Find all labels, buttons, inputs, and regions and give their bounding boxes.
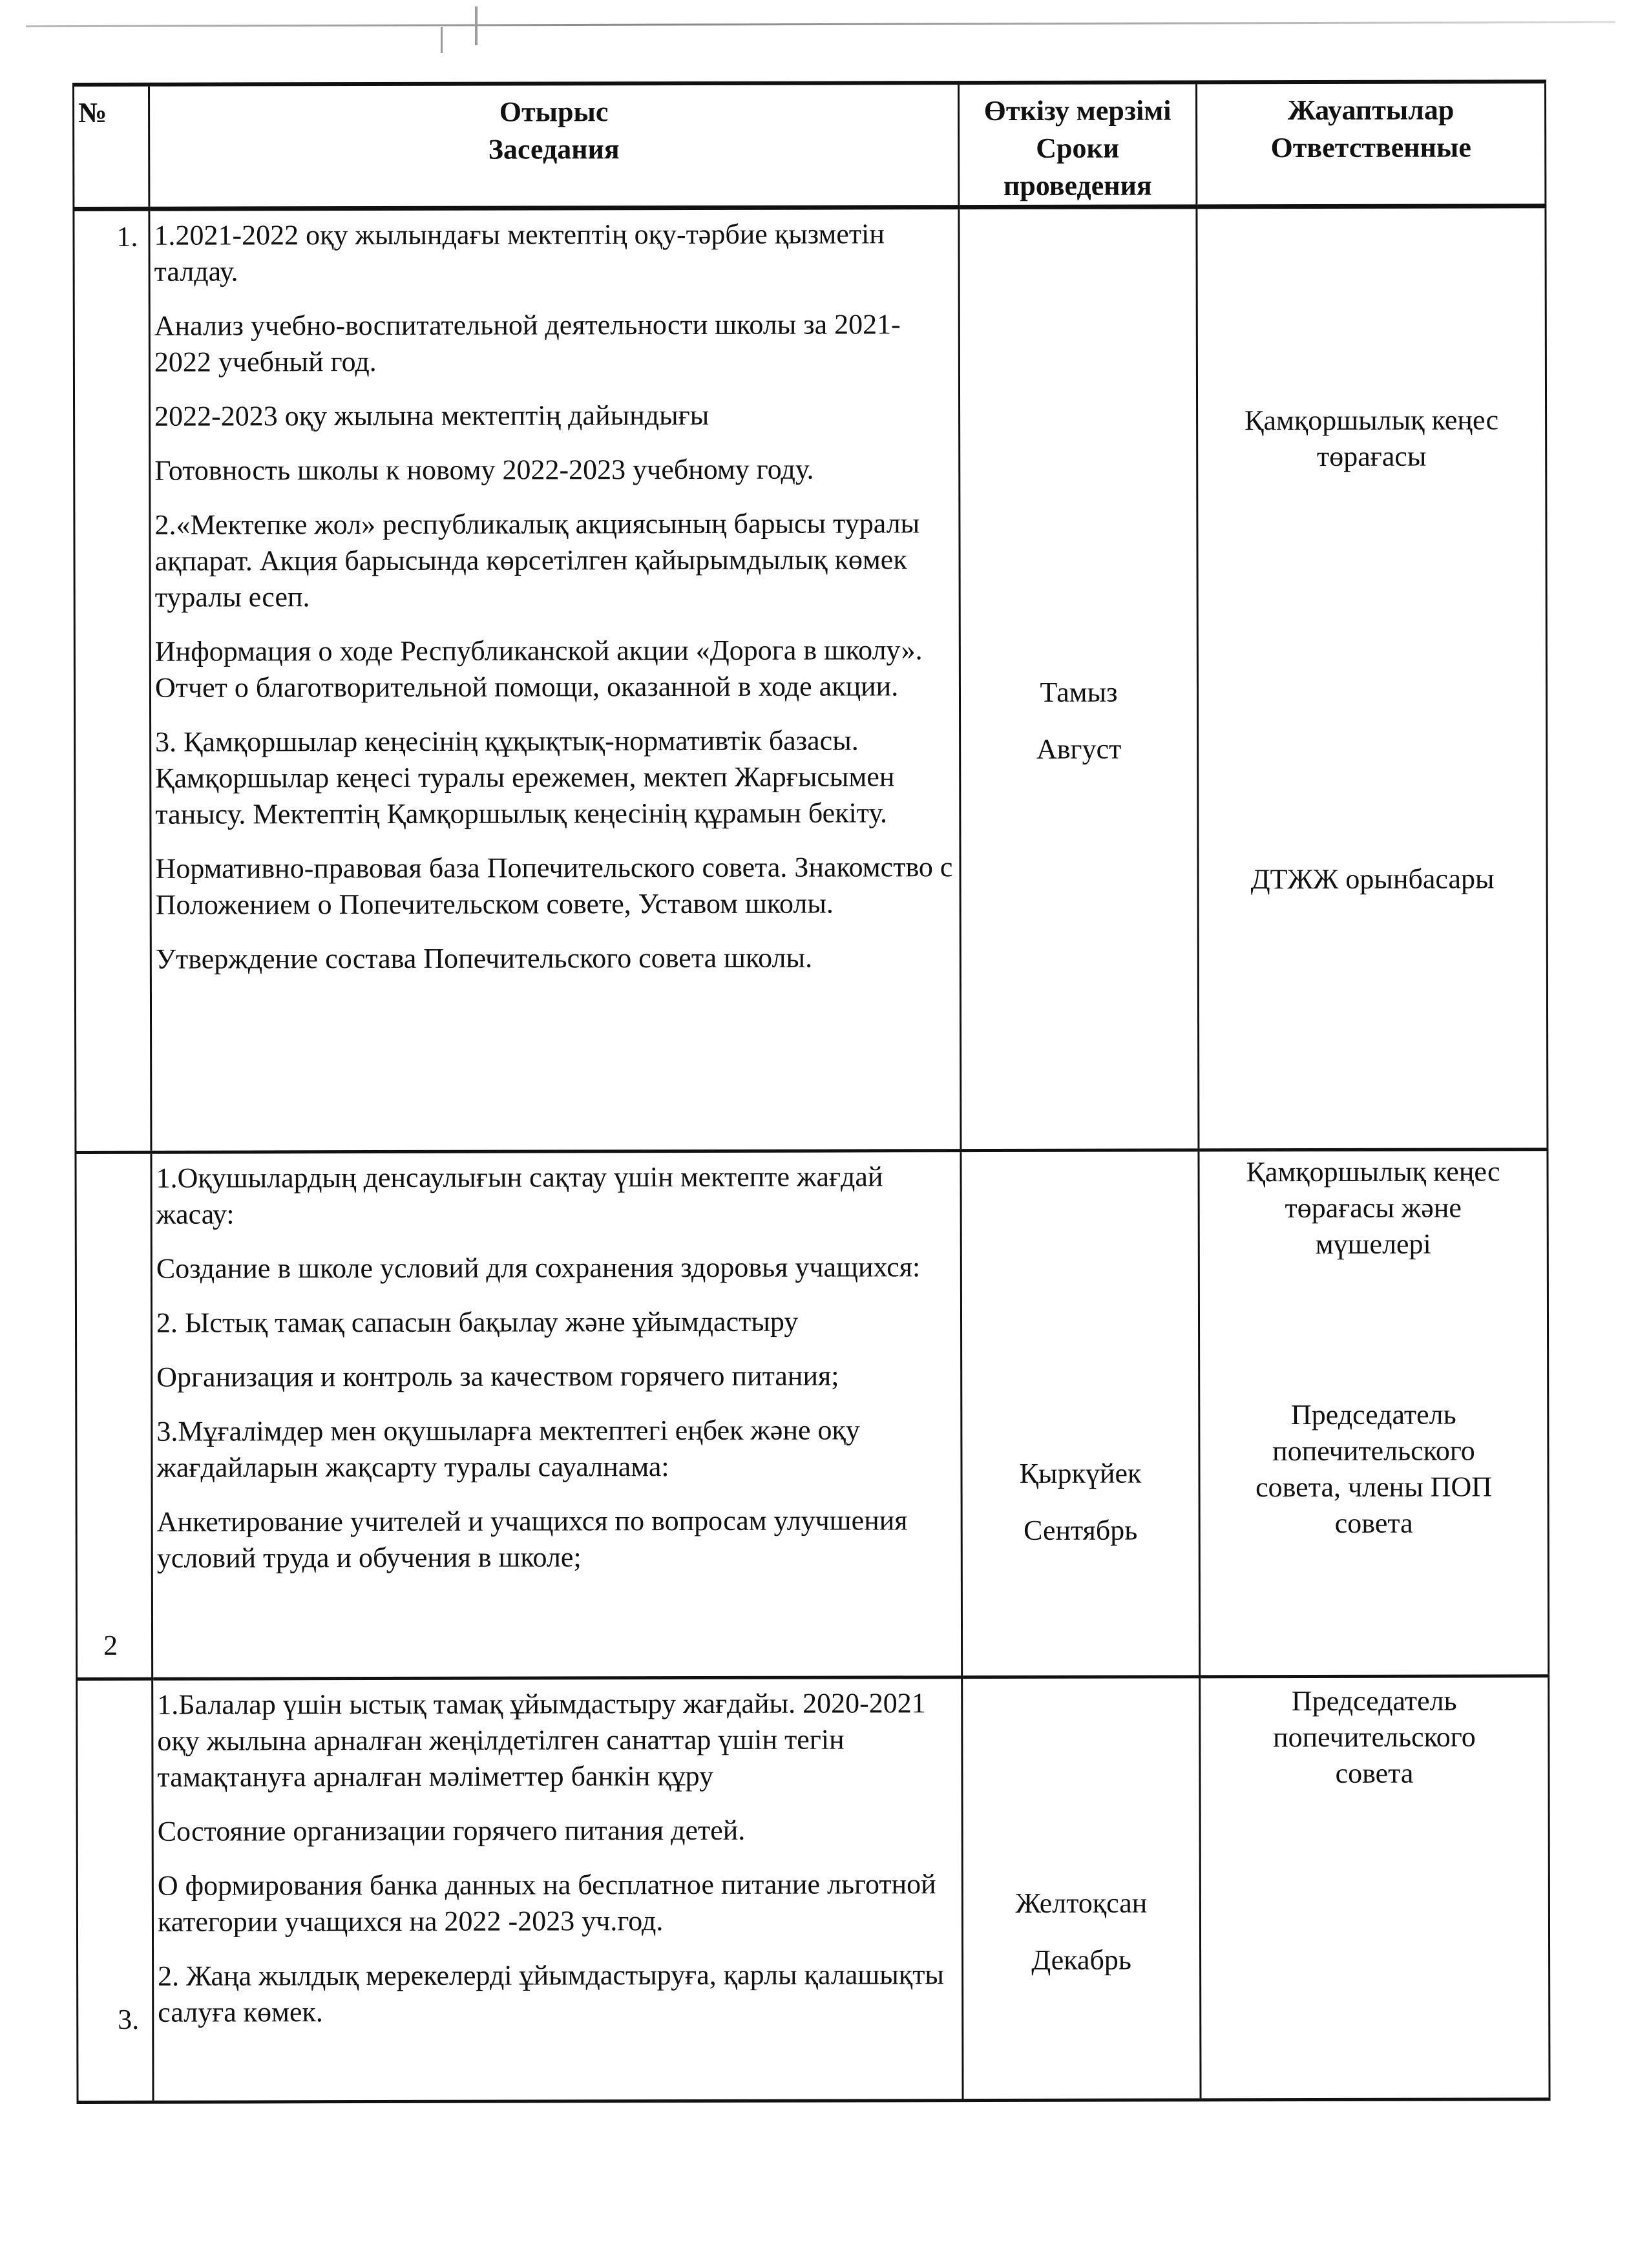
responsible-line: Қамқоршылық кеңес xyxy=(1245,404,1499,437)
table-header-row xyxy=(74,81,1546,209)
responsible-line: төрағасы және xyxy=(1285,1192,1462,1224)
timing-ru: Декабрь xyxy=(1031,1944,1132,1976)
row-number: 1. xyxy=(116,220,138,253)
responsible-line: попечительского xyxy=(1272,1434,1475,1467)
session-cell xyxy=(149,207,961,1153)
header-number: № xyxy=(74,85,149,209)
agenda-item: Утверждение состава Попечительского совета школы. xyxy=(155,941,813,975)
scan-edge-line xyxy=(26,21,1615,27)
session-cell xyxy=(151,1151,962,1679)
scan-mark xyxy=(441,27,443,53)
table-row xyxy=(76,1150,1549,1679)
responsible-line: төрағасы xyxy=(1316,440,1427,472)
table-row xyxy=(74,206,1548,1153)
responsible-line: мүшелері xyxy=(1315,1228,1431,1260)
agenda-item: Информация о ходе Республиканской акции «Дорога в школу». Отчет о благотворительной помощи, оказанной в ходе акции. xyxy=(154,634,923,704)
row-number: 2 xyxy=(103,1629,118,1661)
table-row xyxy=(77,1676,1549,2103)
timing-kk: Қыркүйек xyxy=(1019,1457,1142,1489)
header-timing-ru-1: Сроки xyxy=(1036,132,1120,164)
header-timing-kk: Өткізу мерзімі xyxy=(983,94,1171,127)
agenda-item: Создание в школе условий для сохранения здоровья учащихся: xyxy=(156,1251,921,1285)
header-responsible xyxy=(1197,81,1546,207)
responsible-cell xyxy=(1197,206,1548,1150)
responsible-line: попечительского xyxy=(1273,1721,1476,1754)
session-cell xyxy=(152,1677,963,2103)
agenda-item: Анализ учебно-воспитательной деятельности школы за 2021-2022 учебный год. xyxy=(154,308,901,378)
row-number-cell xyxy=(77,1679,153,2102)
timing-cell xyxy=(962,1677,1201,2101)
agenda-item: 3. Қамқоршылар кеңесінің құқықтық-нормативтік базасы. Қамқоршылар кеңесі туралы ережемен, мектеп Жарғысымен танысу. Мектептің Қамқоршылық кеңесінің құрамын бекіту. xyxy=(155,724,895,830)
meeting-plan-table xyxy=(72,79,1551,2104)
responsible-line: совета xyxy=(1334,1507,1413,1539)
responsible-line: ДТЖЖ орынбасары xyxy=(1250,863,1495,896)
timing-kk: Тамыз xyxy=(1040,676,1118,708)
agenda-item: 2.«Мектепке жол» республикалық акциясының барысы туралы ақпарат. Акция барысында көрсетілген қайырымдылық көмек туралы есеп. xyxy=(154,507,920,613)
row-number-cell xyxy=(74,209,151,1152)
responsible-line: Председатель xyxy=(1291,1685,1457,1717)
header-responsible-ru: Ответственные xyxy=(1270,131,1471,164)
agenda-item: 1.Балалар үшін ыстық тамақ ұйымдастыру жағдайы. 2020-2021 оқу жылына арналған жеңілдетілген санаттар үшін тегін тамақтануға арналған мәліметтер банкін құру xyxy=(157,1687,926,1793)
timing-cell xyxy=(959,207,1199,1151)
responsible-cell xyxy=(1200,1676,1549,2100)
agenda-item: 2. Жаңа жылдық мерекелерді ұйымдастыруға, қарлы қалашықты салуға көмек. xyxy=(158,1958,945,2028)
timing-cell xyxy=(961,1150,1200,1677)
responsible-line: совета, члены ПОП xyxy=(1255,1471,1493,1504)
agenda-item: 2. Ыстық тамақ сапасын бақылау және ұйымдастыру xyxy=(156,1305,799,1339)
header-session-ru: Заседания xyxy=(488,133,620,165)
scan-mark xyxy=(475,6,478,45)
timing-ru: Сентябрь xyxy=(1023,1514,1138,1546)
header-responsible-kk: Жауаптылар xyxy=(1287,94,1455,127)
agenda-item: 1.2021-2022 оқу жылындағы мектептің оқу-тәрбие қызметін талдау. xyxy=(154,218,885,288)
timing-ru: Август xyxy=(1036,733,1122,765)
agenda-item: Организация и контроль за качеством горячего питания; xyxy=(156,1360,839,1393)
row-number-cell xyxy=(76,1152,152,1679)
row-number: 3. xyxy=(118,2003,140,2035)
agenda-item: Анкетирование учителей и учащихся по вопросам улучшения условий труда и обучения в школе; xyxy=(156,1504,908,1574)
responsible-line: Председатель xyxy=(1290,1398,1456,1431)
responsible-cell xyxy=(1199,1150,1549,1677)
agenda-item: 1.Оқушылардың денсаулығын сақтау үшін мектепте жағдай жасау: xyxy=(156,1160,883,1230)
header-session-kk: Отырыс xyxy=(499,96,609,128)
header-session xyxy=(149,83,959,209)
agenda-item: 2022-2023 оқу жылына мектептің дайындығы xyxy=(154,399,709,432)
timing-kk: Желтоқсан xyxy=(1015,1887,1148,1919)
agenda-item: 3.Мұғалімдер мен оқушыларға мектептегі еңбек және оқу жағдайларын жақсарту туралы сауалнама: xyxy=(156,1414,860,1484)
agenda-item: О формирования банка данных на бесплатное питание льготной категории учащихся на 2022 -2023 уч.год. xyxy=(157,1868,936,1938)
header-timing xyxy=(959,82,1197,207)
responsible-line: Қамқоршылық кеңес xyxy=(1246,1155,1500,1188)
agenda-item: Готовность школы к новому 2022-2023 учебному году. xyxy=(154,453,814,487)
agenda-item: Состояние организации горячего питания детей. xyxy=(157,1814,746,1847)
header-timing-ru-2: проведения xyxy=(1003,169,1152,202)
responsible-line: совета xyxy=(1335,1757,1414,1789)
agenda-item: Нормативно-правовая база Попечительского совета. Знакомство с Положением о Попечительском совете, Уставом школы. xyxy=(155,851,953,921)
